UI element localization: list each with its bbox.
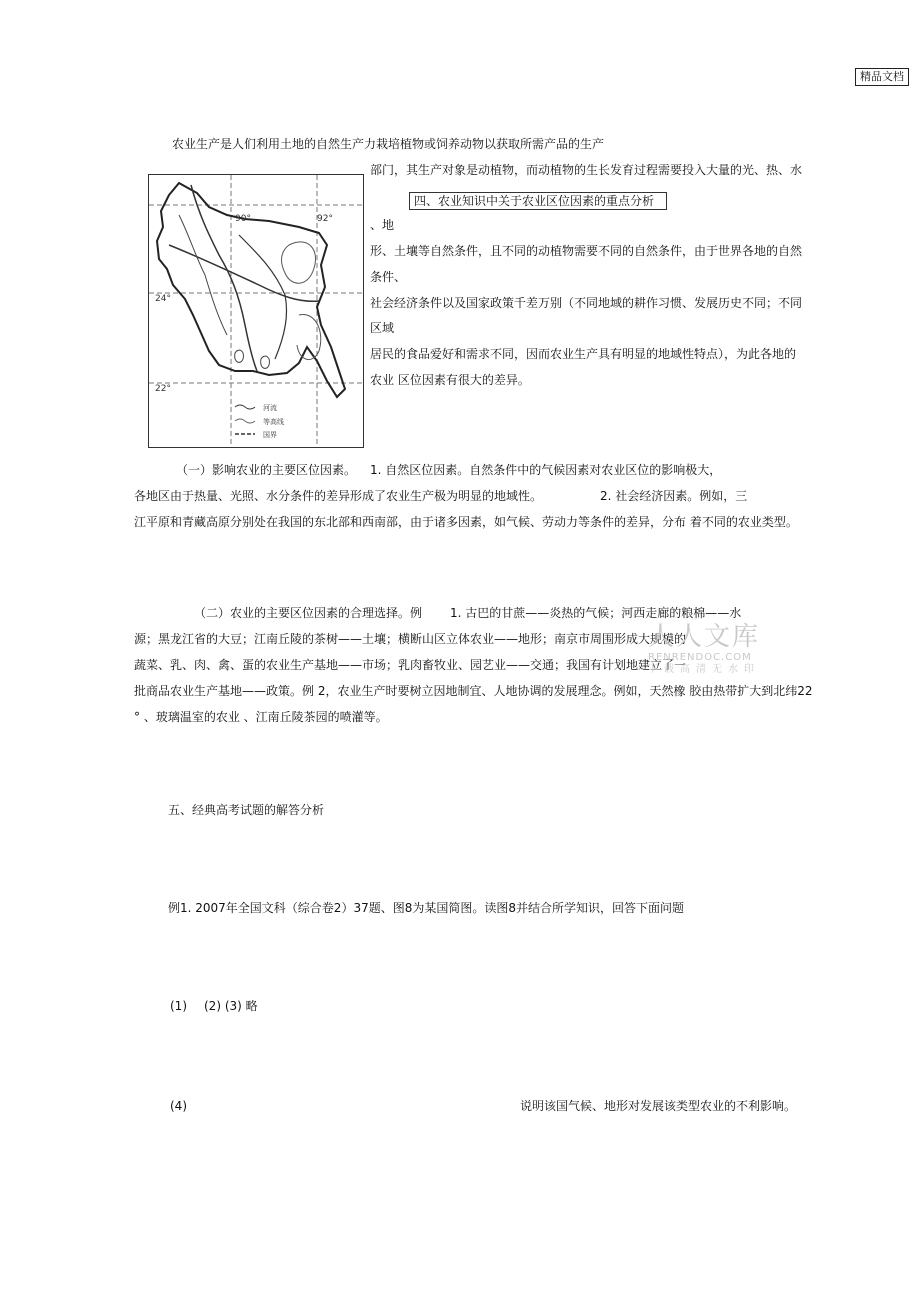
section-1-line-1: 1. 自然区位因素。自然条件中的气候因素对农业区位的影响极大， bbox=[370, 463, 722, 477]
watermark-site: RENRENDOC.COM bbox=[648, 652, 752, 663]
map-drawing bbox=[149, 175, 363, 447]
question-2-3-text: (2) (3) 略 bbox=[204, 999, 258, 1013]
section-1-line-2b: 2. 社会经济因素。例如，三 bbox=[600, 489, 748, 503]
section-2-line-5: ° 、玻璃温室的农业 、江南丘陵茶园的喷灌等。 bbox=[134, 710, 388, 724]
coastal-island bbox=[235, 350, 244, 362]
coastal-island bbox=[261, 356, 270, 368]
intro-line-8: 居民的食品爱好和需求不同，因而农业生产具有明显的地域性特点），为此各地的 bbox=[370, 347, 797, 361]
contour-line bbox=[282, 242, 316, 283]
watermark-subtitle: 下载高清无水印 bbox=[648, 664, 760, 675]
river bbox=[179, 215, 227, 335]
legend-label: 等高线 bbox=[263, 418, 284, 426]
country-map-figure bbox=[148, 174, 364, 448]
question-4-number: (4) bbox=[170, 1099, 187, 1113]
longitude-label: 90° bbox=[235, 214, 251, 224]
section-2-line-3: 蔬菜、乳、肉、禽、蛋的农业生产基地——市场；乳肉畜牧业、园艺业——交通；我国有计划地建立了一 bbox=[134, 658, 687, 672]
section-2-heading: （二）农业的主要区位因素的合理选择。例 bbox=[194, 606, 423, 620]
section-2-line-1: 1. 古巴的甘蔗——炎热的气候；河西走廊的粮棉——水 bbox=[450, 606, 742, 620]
section-3-heading: 五、经典高考试题的解答分析 bbox=[168, 803, 325, 817]
section-2-line-2: 源；黑龙江省的大豆；江南丘陵的茶树——土壤；横断山区立体农业——地形；南京市周围形成大规模的 bbox=[134, 632, 687, 646]
section-2-line-4: 批商品农业生产基地——政策。例 2，农业生产时要树立因地制宜、人地协调的发展理念。例如，天然橡 胶由热带扩大到北纬22 bbox=[134, 684, 813, 698]
longitude-label: 92° bbox=[317, 214, 333, 224]
intro-line-3: 、地 bbox=[370, 218, 395, 232]
section-1-heading: （一）影响农业的主要区位因素。 bbox=[176, 463, 357, 477]
intro-line-6: 社会经济条件以及国家政策千差万别（不同地域的耕作习惯、发展历史不同；不同 bbox=[370, 296, 803, 310]
latitude-label: 22° bbox=[155, 384, 171, 394]
watermark bbox=[648, 622, 778, 676]
intro-line-5: 条件、 bbox=[370, 270, 407, 284]
intro-line-9: 农业 区位因素有很大的差异。 bbox=[370, 373, 530, 387]
question-4-text: 说明该国气候、地形对发展该类型农业的不利影响。 bbox=[520, 1099, 797, 1113]
intro-line-2: 部门，其生产对象是动植物，而动植物的生长发育过程需要投入大量的光、热、水 bbox=[370, 163, 803, 177]
legend-label: 国界 bbox=[263, 431, 277, 439]
section-1-line-2: 各地区由于热量、光照、水分条件的差异形成了农业生产极为明显的地域性。 bbox=[134, 489, 543, 503]
section-1-line-3: 江平原和青藏高原分别处在我国的东北部和西南部，由于诸多因素，如气候、劳动力等条件的差异，分布 着不同的农业类型。 bbox=[134, 515, 798, 529]
river bbox=[239, 235, 287, 359]
watermark-title: 人人文库 bbox=[648, 622, 761, 652]
intro-line-1: 农业生产是人们利用土地的自然生产力栽培植物或饲养动物以获取所需产品的生产 bbox=[172, 137, 605, 151]
document-badge: 精品文档 bbox=[855, 68, 909, 86]
latitude-label: 24° bbox=[155, 294, 171, 304]
question-1-number: (1) bbox=[170, 999, 187, 1013]
legend-contour-symbol bbox=[235, 419, 255, 423]
boxed-section-heading: 四、农业知识中关于农业区位因素的重点分析 bbox=[409, 192, 667, 210]
intro-line-7: 区域 bbox=[370, 321, 395, 335]
intro-line-4: 形、土壤等自然条件，且不同的动植物需要不同的自然条件，由于世界各地的自然 bbox=[370, 244, 803, 258]
example-line: 例1. 2007年全国文科（综合卷2）37题、图8为某国简图。读图8并结合所学知识，回答下面问题 bbox=[168, 901, 684, 915]
legend-river-symbol bbox=[235, 405, 255, 409]
legend-label: 河流 bbox=[263, 404, 277, 412]
